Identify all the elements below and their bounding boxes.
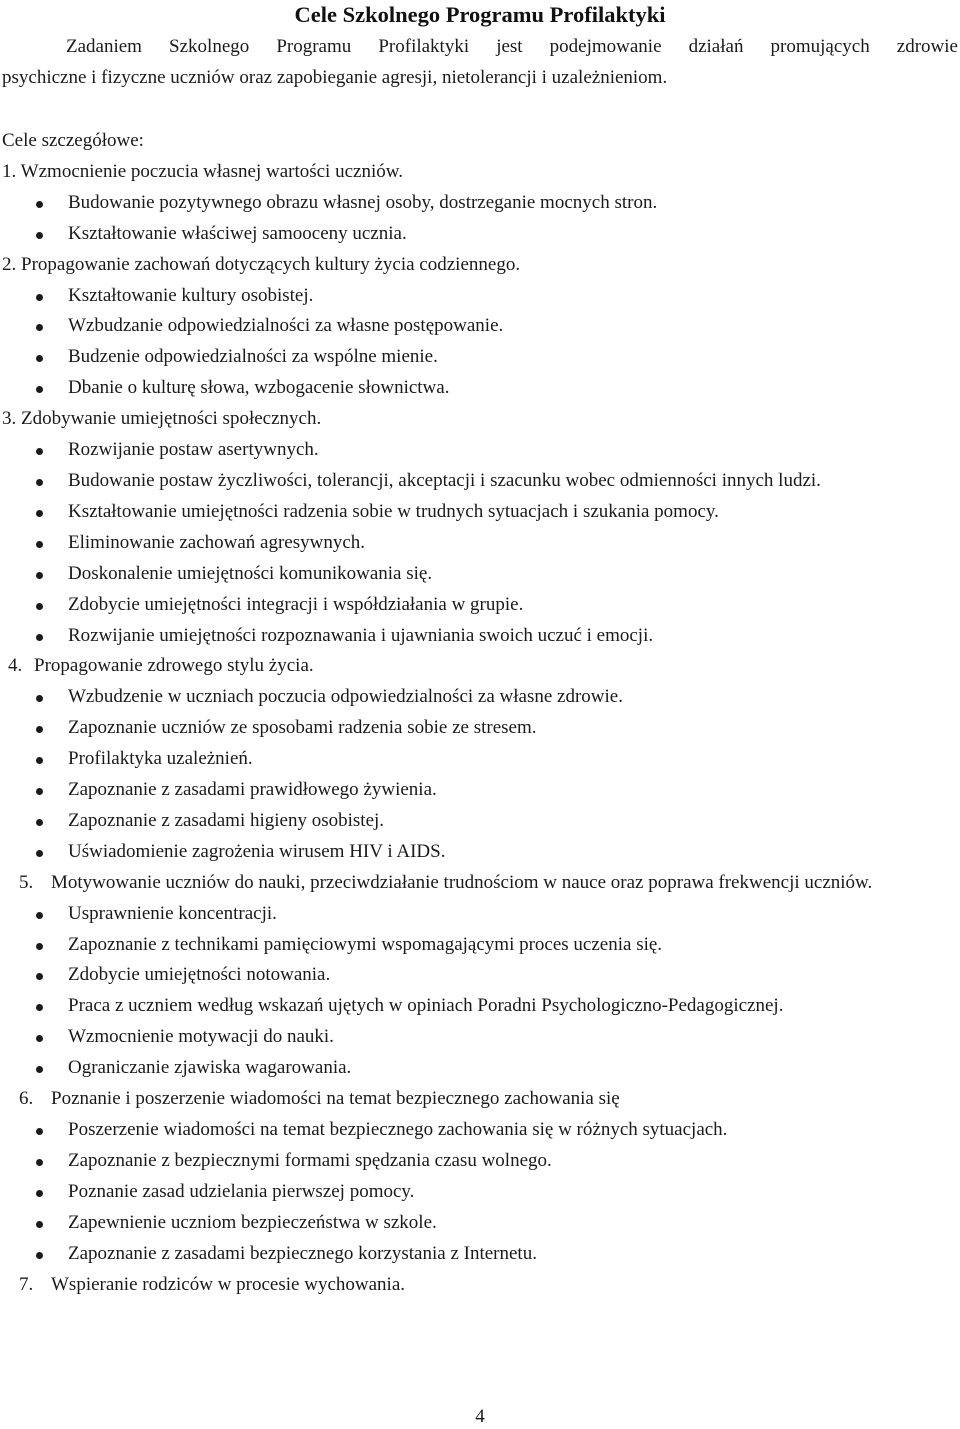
list-item: [0, 188, 960, 219]
list-item: [0, 1053, 960, 1084]
section-number: 4.: [8, 655, 23, 677]
list-item: [0, 1208, 960, 1239]
bullet-icon: [36, 912, 43, 919]
list-item-text: Poszerzenie wiadomości na temat bezpiecznego zachowania się w różnych sytuacjach.: [68, 1119, 728, 1140]
list-item: [0, 775, 960, 806]
list-item-text: Rozwijanie umiejętności rozpoznawania i ujawniania swoich uczuć i emocji.: [68, 624, 654, 646]
list-item: [0, 899, 960, 930]
list-item-text: Usprawnienie koncentracji.: [68, 902, 277, 924]
list-item-text: Zapoznanie z zasadami bezpiecznego korzystania z Internetu.: [68, 1242, 537, 1264]
list-item: [0, 311, 960, 342]
bullet-icon: [36, 510, 43, 517]
list-item: [0, 1115, 960, 1146]
bullet-icon: [36, 1159, 43, 1166]
list-item: [0, 930, 960, 961]
list-item: [0, 621, 960, 652]
bullet-icon: [36, 386, 43, 393]
goals-subheading: Cele szczegółowe:: [2, 130, 144, 151]
intro-line-1: Zadaniem Szkolnego Programu Profilaktyki jest podejmowanie działań promujących zdrowie: [66, 36, 958, 57]
bullet-icon: [36, 448, 43, 455]
list-item: [0, 1022, 960, 1053]
section-heading-3: [0, 404, 960, 435]
list-item: [0, 1146, 960, 1177]
goals-sections: [0, 157, 960, 1301]
section-heading-6: [0, 1084, 960, 1115]
list-item-text: Zdobycie umiejętności notowania.: [68, 964, 331, 986]
list-item: [0, 991, 960, 1022]
bullet-icon: [36, 1035, 43, 1042]
list-item-text: Budzenie odpowiedzialności za wspólne mienie.: [68, 346, 438, 368]
list-item-text: Wzbudzanie odpowiedzialności za własne postępowanie.: [68, 315, 504, 337]
section-number: 3.: [2, 408, 17, 430]
list-item: [0, 682, 960, 713]
section-heading-7: [0, 1270, 960, 1301]
list-item: [0, 559, 960, 590]
section-heading-2: [0, 250, 960, 281]
list-item-text: Profilaktyka uzależnień.: [68, 748, 253, 770]
bullet-icon: [36, 943, 43, 950]
section-heading-4: [0, 651, 960, 682]
section-number: 6.: [19, 1088, 34, 1110]
list-item-text: Zapoznanie uczniów ze sposobami radzenia sobie ze stresem.: [68, 717, 537, 739]
list-item-text: Kształtowanie kultury osobistej.: [68, 284, 314, 306]
bullet-icon: [36, 695, 43, 702]
section-number: 7.: [19, 1273, 34, 1295]
bullet-icon: [36, 1066, 43, 1073]
list-item-text: Wzbudzenie w uczniach poczucia odpowiedzialności za własne zdrowie.: [68, 686, 623, 708]
page-number: 4: [475, 1406, 485, 1427]
list-item: [0, 435, 960, 466]
list-item: [0, 219, 960, 250]
bullet-icon: [36, 541, 43, 548]
bullet-icon: [36, 355, 43, 362]
list-item-text: Wzmocnienie motywacji do nauki.: [68, 1026, 334, 1048]
bullet-icon: [36, 850, 43, 857]
bullet-icon: [36, 201, 43, 208]
section-title: Wspieranie rodziców w procesie wychowania.: [51, 1273, 405, 1295]
section-title: Zdobywanie umiejętności społecznych.: [21, 408, 322, 430]
list-item: [0, 528, 960, 559]
goals-list: [0, 126, 960, 1300]
list-item: [0, 1177, 960, 1208]
section-title: Propagowanie zachowań dotyczących kultury życia codziennego.: [21, 253, 521, 275]
list-item: [0, 281, 960, 312]
bullet-icon: [36, 479, 43, 486]
bullet-icon: [36, 819, 43, 826]
bullet-icon: [36, 294, 43, 301]
list-item: [0, 590, 960, 621]
intro-paragraph: [2, 32, 958, 93]
bullet-icon: [36, 1004, 43, 1011]
section-number: 5.: [19, 871, 34, 893]
list-item: [0, 1239, 960, 1270]
list-item-text: Budowanie postaw życzliwości, tolerancji, akceptacji i szacunku wobec odmienności innych ludzi.: [68, 469, 821, 491]
bullet-icon: [36, 603, 43, 610]
list-item: [0, 373, 960, 404]
list-item: [0, 806, 960, 837]
bullet-icon: [36, 757, 43, 764]
list-item-text: Zapoznanie z bezpiecznymi formami spędzania czasu wolnego.: [68, 1149, 552, 1171]
list-item-text: Kształtowanie umiejętności radzenia sobie w trudnych sytuacjach i szukania pomocy.: [68, 500, 719, 522]
document-title: Cele Szkolnego Programu Profilaktyki: [294, 2, 666, 27]
bullet-icon: [36, 1252, 43, 1259]
list-item: [0, 837, 960, 868]
list-item: [0, 497, 960, 528]
bullet-icon: [36, 1221, 43, 1228]
list-item: [0, 342, 960, 373]
list-item-text: Zapoznanie z zasadami prawidłowego żywienia.: [68, 779, 437, 801]
bullet-icon: [36, 1190, 43, 1197]
list-item: [0, 960, 960, 991]
list-item-text: Doskonalenie umiejętności komunikowania się.: [68, 562, 433, 584]
bullet-icon: [36, 1128, 43, 1135]
section-number: 2.: [2, 253, 17, 275]
list-item-text: Dbanie o kulturę słowa, wzbogacenie słownictwa.: [68, 377, 450, 399]
list-item-text: Zapewnienie uczniom bezpieczeństwa w szkole.: [68, 1211, 437, 1233]
list-item-text: Eliminowanie zachowań agresywnych.: [68, 531, 366, 553]
section-title: Motywowanie uczniów do nauki, przeciwdziałanie trudnościom w nauce oraz poprawa frekwencji uczniów.: [51, 871, 873, 893]
intro-line-2: psychiczne i fizyczne uczniów oraz zapobieganie agresji, nietolerancji i uzależnieniom.: [2, 66, 668, 88]
section-heading-1: [0, 157, 960, 188]
list-item-text: Zdobycie umiejętności integracji i współdziałania w grupie.: [68, 593, 524, 615]
bullet-icon: [36, 788, 43, 795]
bullet-icon: [36, 572, 43, 579]
list-item: [0, 713, 960, 744]
bullet-icon: [36, 324, 43, 331]
bullet-icon: [36, 232, 43, 239]
section-title: Wzmocnienie poczucia własnej wartości uczniów.: [20, 160, 403, 182]
section-title: Propagowanie zdrowego stylu życia.: [34, 655, 314, 677]
list-item: [0, 466, 960, 497]
list-item-text: Zapoznanie z zasadami higieny osobistej.: [68, 809, 385, 831]
section-title: Poznanie i poszerzenie wiadomości na temat bezpiecznego zachowania się: [51, 1088, 620, 1110]
list-item-text: Poznanie zasad udzielania pierwszej pomocy.: [68, 1180, 415, 1202]
list-item-text: Uświadomienie zagrożenia wirusem HIV i AIDS.: [68, 840, 446, 862]
bullet-icon: [36, 973, 43, 980]
list-item-text: Praca z uczniem według wskazań ujętych w opiniach Poradni Psychologiczno-Pedagogicznej.: [68, 995, 784, 1017]
list-item-text: Ograniczanie zjawiska wagarowania.: [68, 1057, 352, 1079]
list-item: [0, 744, 960, 775]
bullet-icon: [36, 726, 43, 733]
list-item-text: Kształtowanie właściwej samooceny ucznia.: [68, 222, 407, 244]
list-item-text: Budowanie pozytywnego obrazu własnej osoby, dostrzeganie mocnych stron.: [68, 191, 658, 213]
list-item-text: Rozwijanie postaw asertywnych.: [68, 439, 319, 461]
bullet-icon: [36, 634, 43, 641]
section-number: 1.: [2, 160, 17, 182]
list-item-text: Zapoznanie z technikami pamięciowymi wspomagającymi proces uczenia się.: [68, 933, 663, 955]
section-heading-5: [0, 868, 960, 899]
